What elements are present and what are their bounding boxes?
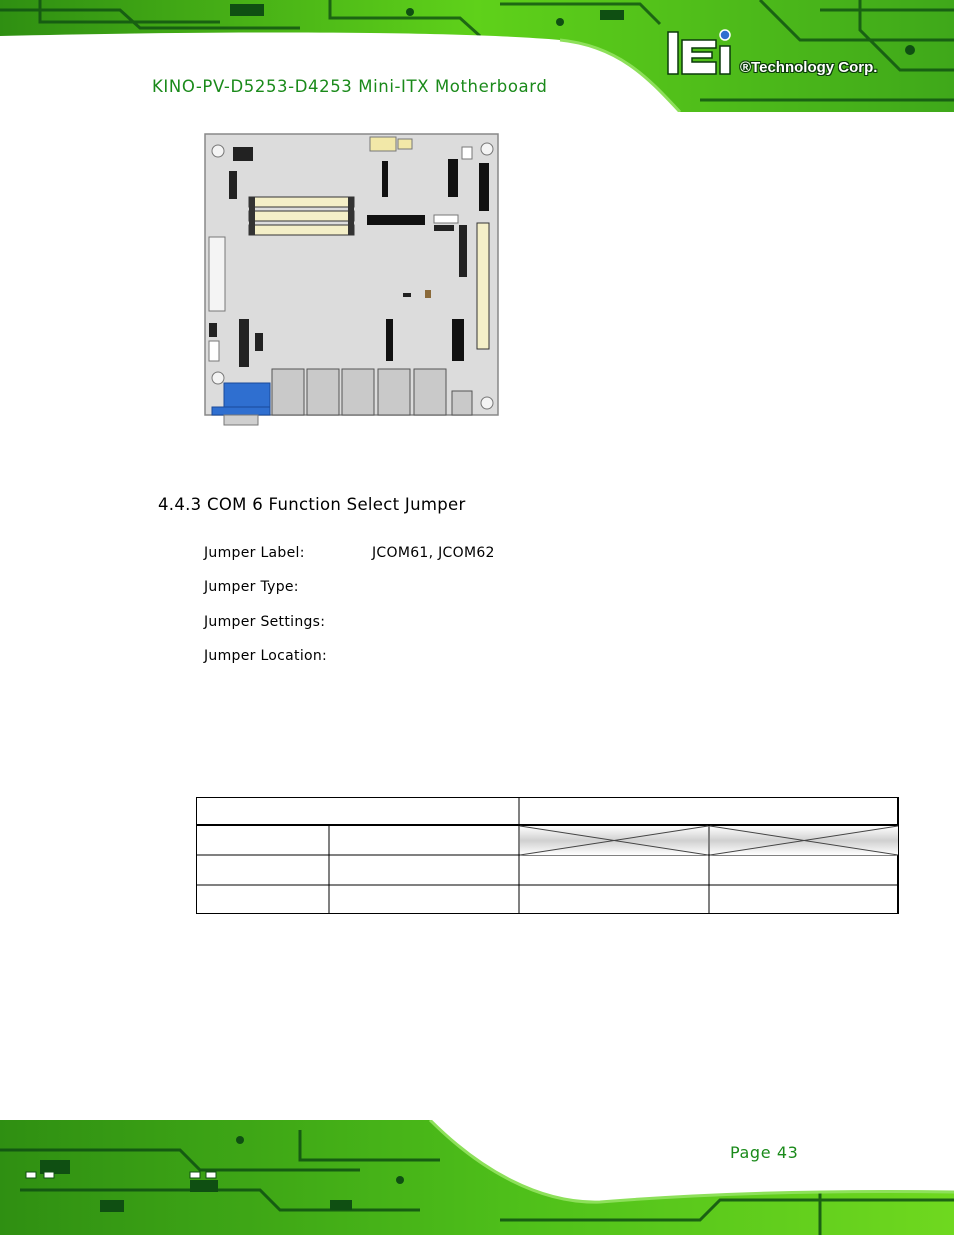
mini-pcie-slot [479,163,489,211]
small-connector [434,215,458,223]
pin-header [209,323,217,337]
header-connector [229,171,237,199]
section-heading: 4.4.3 COM 6 Function Select Jumper [158,495,466,514]
circuit-board-footer [0,1120,954,1235]
sata-connector [367,215,425,225]
jumper-type-label: Jumper Type: [204,579,299,595]
pin-header [239,319,249,367]
jumper-settings-table [196,797,902,917]
pin-header [255,333,263,351]
crossed-cell [520,826,708,855]
page-header [0,0,954,112]
jumper-location-label: Jumper Location: [204,648,328,664]
pin-header [434,225,454,231]
page-footer [0,1120,954,1235]
page-number: Page 43 [730,1143,799,1162]
mounting-hole [481,397,493,409]
mounting-hole [212,145,224,157]
jumper-settings-label: Jumper Settings: [204,614,326,630]
logo-wordmark: ®Technology Corp. [740,59,878,76]
document-title: KINO-PV-D5253-D4253 Mini-ITX Motherboard [152,77,548,96]
mini-pcie-slot [452,319,464,361]
mini-pcie-slot [448,159,458,197]
pin-header [459,225,467,277]
motherboard-layout-diagram [204,133,500,429]
power-connector [370,137,396,151]
small-component [403,293,411,297]
slot-connector [382,161,388,197]
mounting-hole [481,143,493,155]
pcie-slot [477,223,489,349]
fan-connector [398,139,412,149]
memory-slots [249,197,354,235]
header-connector [233,147,253,161]
rear-io-ports [272,369,472,415]
atx-power-connector [209,237,225,311]
slot-connector [386,319,393,361]
small-connector [462,147,472,159]
jumper-label-label: Jumper Label: [204,545,305,561]
crossed-cell [710,826,898,855]
small-component [425,290,431,298]
small-connector [209,341,219,361]
jumper-label-value: JCOM61, JCOM62 [372,545,495,561]
mounting-hole [212,372,224,384]
